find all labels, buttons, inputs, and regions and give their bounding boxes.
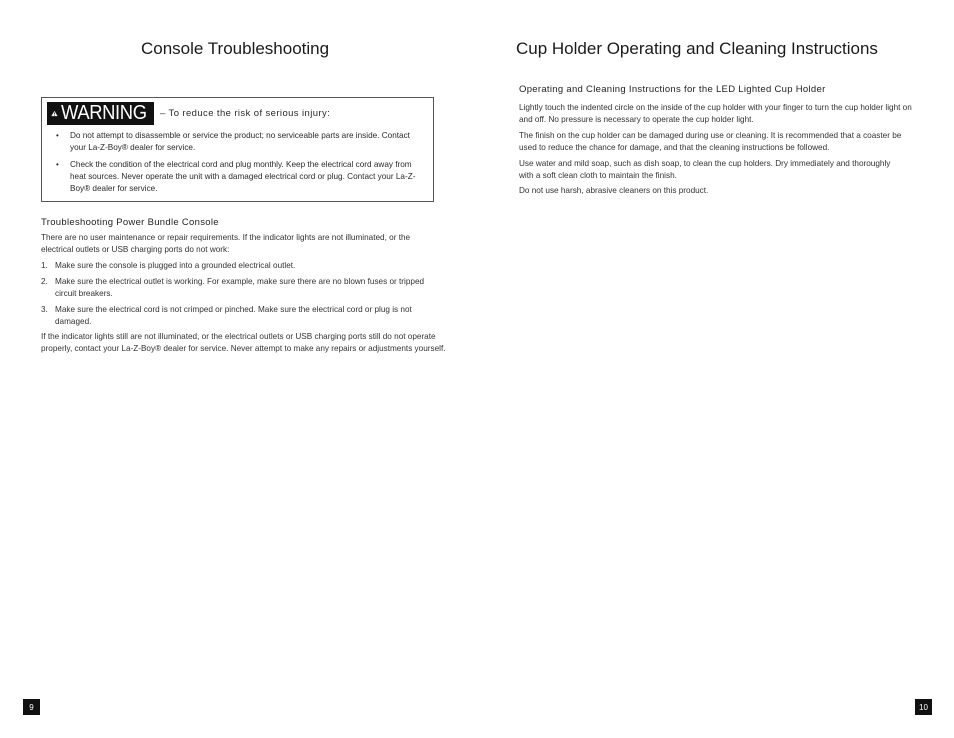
- troubleshooting-intro: There are no user maintenance or repair requirements. If the indicator lights are not illuminated, or the electrical outlets or USB charging ports do not work:: [41, 233, 411, 254]
- troubleshooting-step: [41, 304, 415, 328]
- step-number: 2.: [41, 277, 48, 286]
- troubleshooting-step: [41, 260, 445, 272]
- step-number: 3.: [41, 305, 48, 314]
- warning-list: [53, 130, 425, 200]
- troubleshooting-step: [41, 276, 430, 300]
- step-text: Make sure the electrical cord is not crimped or pinched. Make sure the electrical cord or plug is not damaged.: [55, 305, 412, 326]
- cup-holder-paragraph: Lightly touch the indented circle on the inside of the cup holder with your finger to turn the cup holder light on and off. No pressure is necessary to operate the cup holder light.: [519, 103, 912, 124]
- warning-box: [41, 97, 434, 202]
- cup-holder-paragraph: The finish on the cup holder can be damaged during use or cleaning. It is recommended that a coaster be used to reduce the chance for damage, and that the cleaning instructions be followed.: [519, 131, 902, 152]
- warning-badge: [47, 102, 154, 125]
- step-number: 1.: [41, 261, 48, 270]
- warning-label: WARNING: [60, 102, 147, 124]
- warning-item: • Do not attempt to disassemble or service the product; no serviceable parts are inside. Contact your La-Z-Boy® dealer for service.: [53, 130, 425, 154]
- troubleshooting-closing: If the indicator lights still are not illuminated, or the electrical outlets or USB charging ports still do not operate properly, contact your La-Z-Boy® dealer for service. Never attempt to make any repairs or adjustments yourself.: [41, 332, 446, 353]
- warning-triangle-icon: [51, 106, 58, 121]
- warning-item: • Check the condition of the electrical cord and plug monthly. Keep the electrical cord away from heat sources. Never operate the unit with a damaged electrical cord or plug. Contact your La-Z-Boy® dealer for service.: [53, 159, 425, 195]
- troubleshooting-title: Troubleshooting Power Bundle Console: [41, 217, 219, 228]
- page-number-left: 9: [23, 699, 40, 715]
- warning-tail-text: – To reduce the risk of serious injury:: [160, 108, 331, 119]
- step-text: Make sure the console is plugged into a grounded electrical outlet.: [55, 261, 296, 270]
- cup-holder-paragraph: Do not use harsh, abrasive cleaners on this product.: [519, 186, 709, 195]
- right-page-title: Cup Holder Operating and Cleaning Instructions: [516, 39, 878, 58]
- left-page-title: Console Troubleshooting: [141, 39, 330, 58]
- page-number-right: 10: [915, 699, 932, 715]
- step-text: Make sure the electrical outlet is working. For example, make sure there are no blown fuses or tripped circuit breakers.: [55, 277, 425, 298]
- cup-holder-subtitle: Operating and Cleaning Instructions for the LED Lighted Cup Holder: [519, 84, 826, 95]
- cup-holder-paragraph: Use water and mild soap, such as dish soap, to clean the cup holders. Dry immediately and thoroughly with a soft clean cloth to maintain the finish.: [519, 159, 891, 180]
